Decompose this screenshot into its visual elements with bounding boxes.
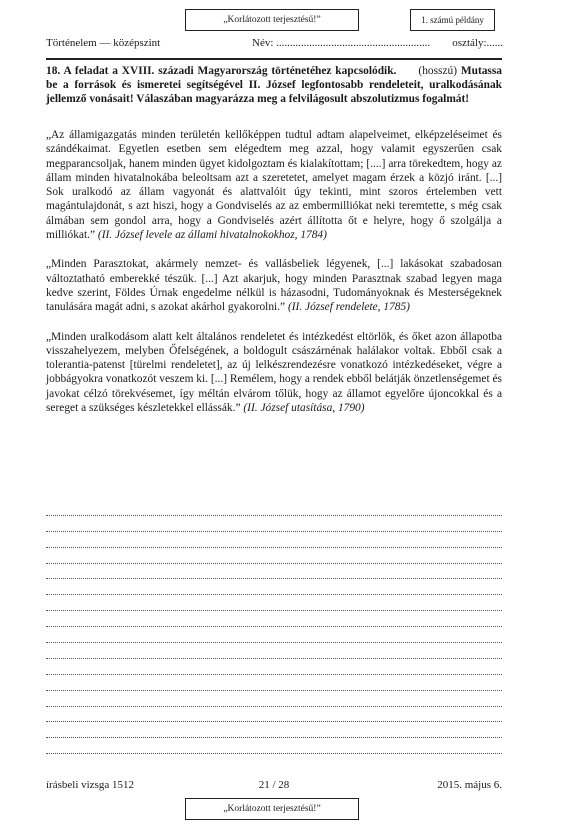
answer-line[interactable] (46, 738, 502, 754)
answer-line[interactable] (46, 707, 502, 723)
answer-line[interactable] (46, 722, 502, 738)
copy-number-text: 1. számú példány (421, 15, 484, 25)
answer-line[interactable] (46, 659, 502, 675)
task-length: (hosszú) (418, 65, 457, 77)
source-citation: (II. József levele az állami hivatalnokokhoz, 1784) (97, 229, 327, 242)
restricted-stamp-text: „Korlátozott terjesztésű!” (223, 15, 321, 25)
task-block (46, 64, 502, 106)
restricted-stamp-top (185, 9, 359, 31)
source-citation: (II. József rendelete, 1785) (287, 301, 410, 314)
source-quote (46, 330, 502, 416)
exam-date: 2015. május 6. (437, 779, 502, 791)
sources-block (46, 128, 502, 430)
restricted-stamp-text: „Korlátozott terjesztésű!” (223, 804, 321, 814)
page-header (46, 37, 503, 53)
restricted-stamp-bottom (185, 798, 359, 820)
answer-line[interactable] (46, 691, 502, 707)
source-text: „Az államigazgatás minden területén kellőképpen tudtul adtam alapelveimet, elképzeléseimet és szándékaimat. Egyetlen esetben sem elégedtem meg azzal, hogy valamit egyszerűen csak megparancsoljak, hanem minden ügyet kidolgoztam és kialakítottam; [....] arra törekedtem, hogy az állam minden hivatalnokába beleoltsam azt a szeretetet, amelyet magam érzek a közjó iránt. [...] Sok uralkodó az állam vagyonát és alattvalóit úgy tekinti, mint szoros értelemben vett magántulajdonát, s azt hiszi, hogy a Gondviselés az az embermilliókat neki teremtette, s még csak álmában sem gondol arra, hogy a Gondviselés azért állította őt e helyre, hogy ő szolgálja a milliókat.” (46, 129, 502, 242)
answer-line[interactable] (46, 627, 502, 643)
task-title: 18. A feladat a XVIII. századi Magyarország történetéhez kapcsolódik. (46, 65, 397, 77)
answer-line[interactable] (46, 611, 502, 627)
exam-code: írásbeli vizsga 1512 (46, 779, 134, 791)
answer-lines[interactable] (46, 500, 502, 754)
source-citation: (II. József utasítása, 1790) (243, 402, 365, 415)
copy-number-box (410, 9, 495, 31)
source-text: „Minden Parasztokat, akármely nemzet- és vallásbeliek légyenek, [...] lakásokat szabadosan változtatható emberekké tészük. [...] Azt akarjuk, hogy minden Parasztnak szabad legyen maga kedve szerint, Földes Úrnak engedelme nélkül is házasodni, Tudományoknak és Mesterségeknek tanulására magát adni, s azokat akárhol gyakorolni.” (46, 258, 502, 314)
answer-line[interactable] (46, 516, 502, 532)
answer-line[interactable] (46, 643, 502, 659)
page-number: 21 / 28 (258, 779, 290, 791)
source-quote (46, 257, 502, 314)
source-quote (46, 128, 502, 242)
page-footer (46, 779, 502, 795)
answer-line[interactable] (46, 532, 502, 548)
name-field: Név: ........................................................ (252, 37, 431, 49)
answer-line[interactable] (46, 579, 502, 595)
class-field: osztály:...... (452, 37, 503, 49)
answer-line[interactable] (46, 595, 502, 611)
header-divider (46, 58, 502, 60)
answer-line[interactable] (46, 564, 502, 580)
answer-line[interactable] (46, 548, 502, 564)
source-text: „Minden uralkodásom alatt kelt általános rendeletet és intézkedést eltörlök, és őket azon állapotba visszahelyezem, melyben Őfelségének, a boldogult császárnénak halálakor voltak. Ebből csak a tolerantia-patenst [türelmi rendeletet], az új lelkészrendezésre vonatkozó intézkedéseket, végre a jobbágyokra vonatkozót veszem ki. [...] Remélem, hogy a rendek ebből belátják önzetlenségemet és javokat célzó törekvésemet, így méltán elvárom tőlük, hogy az államot egyelőre újoncokkal és a sereget a szükséges készletekkel ellássák.” (46, 330, 502, 415)
subject-label: Történelem — középszint (46, 37, 161, 49)
answer-line[interactable] (46, 500, 502, 516)
task-instruction: Mutassa be a források és ismeretei segítségével II. József legfontosabb rendeleteit, uralkodásának jellemző vonásait! Válaszában magyarázza meg a felvilágosult abszolutizmus fogalmát! (46, 65, 502, 105)
answer-line[interactable] (46, 675, 502, 691)
